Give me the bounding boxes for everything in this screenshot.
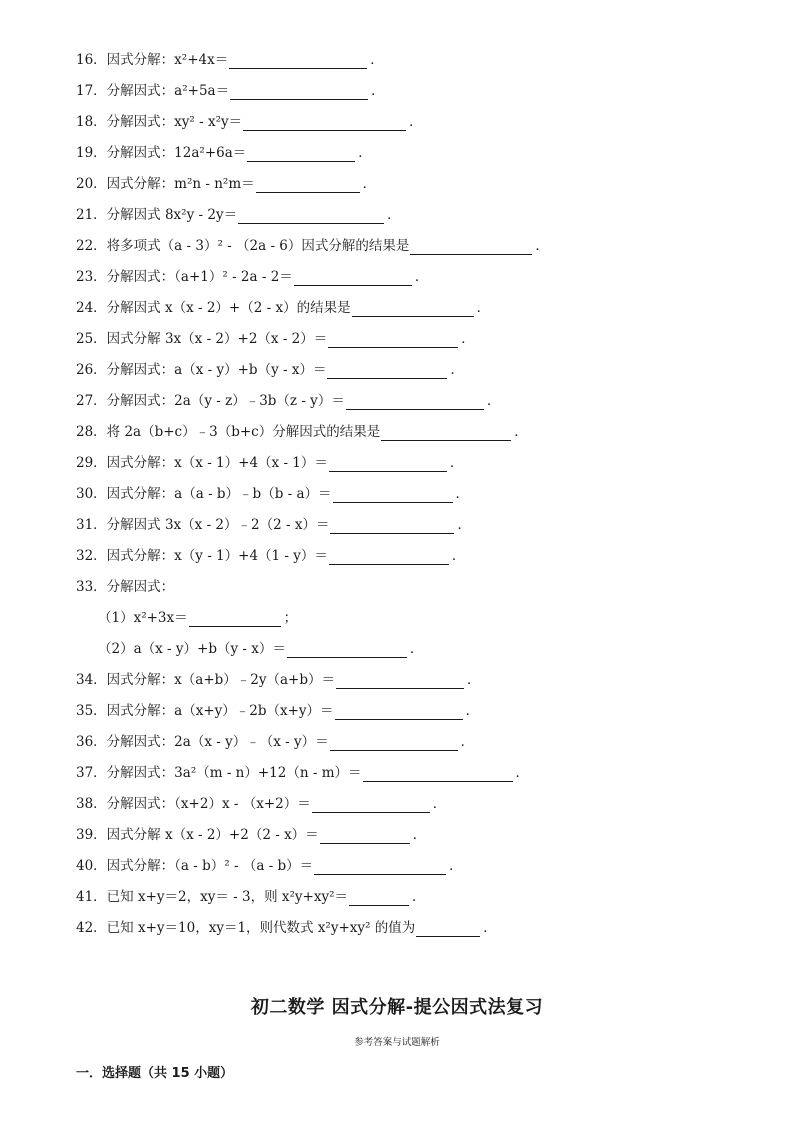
answer-blank[interactable] bbox=[330, 734, 458, 751]
problem-text: 33．分解因式： bbox=[76, 579, 175, 595]
answer-blank[interactable] bbox=[189, 610, 281, 627]
problem-text: 38．分解因式：（x+2）x - （x+2）＝ bbox=[76, 796, 311, 812]
problem-row bbox=[76, 724, 756, 755]
problem-row bbox=[76, 383, 756, 414]
problem-row bbox=[76, 600, 756, 631]
problem-row bbox=[76, 848, 756, 879]
answer-blank[interactable] bbox=[381, 424, 511, 441]
problem-text: 23．分解因式：（a+1）² - 2a - 2＝ bbox=[76, 269, 293, 285]
problem-row bbox=[76, 104, 756, 135]
problem-punctuation: ． bbox=[476, 300, 491, 316]
answer-blank[interactable] bbox=[247, 145, 355, 162]
answer-blank[interactable] bbox=[329, 548, 449, 565]
problem-text: 40．因式分解：（a - b）² - （a - b）＝ bbox=[76, 858, 314, 874]
problem-text: 32．因式分解：x（y - 1）+4（1 - y）＝ bbox=[76, 548, 328, 564]
answer-blank[interactable] bbox=[320, 827, 410, 844]
problem-punctuation: ． bbox=[465, 703, 480, 719]
problem-row bbox=[76, 693, 756, 724]
answer-blank[interactable] bbox=[330, 517, 454, 534]
answer-blank[interactable] bbox=[349, 889, 409, 906]
problem-punctuation: ． bbox=[412, 889, 426, 905]
section-heading: 一．选择题（共 15 小题） bbox=[76, 1066, 234, 1081]
problem-punctuation: ． bbox=[455, 486, 470, 502]
problem-punctuation: ． bbox=[467, 672, 481, 688]
problem-text: 34．因式分解：x（a+b）﹣2y（a+b）＝ bbox=[76, 672, 336, 688]
answer-blank[interactable] bbox=[327, 362, 447, 379]
problem-punctuation: ． bbox=[515, 765, 529, 781]
problem-row bbox=[76, 414, 756, 445]
problem-punctuation: ． bbox=[461, 331, 475, 347]
problem-row bbox=[76, 507, 756, 538]
problem-punctuation: ． bbox=[409, 114, 423, 130]
problem-text: 25．因式分解 3x（x - 2）+2（x - 2）＝ bbox=[76, 331, 328, 347]
problem-text: 37．分解因式：3a²（m - n）+12（n - m）＝ bbox=[76, 765, 362, 781]
problem-punctuation: ． bbox=[370, 52, 384, 68]
problem-text: 16．因式分解：x²+4x＝ bbox=[76, 52, 229, 68]
answer-blank[interactable] bbox=[243, 114, 406, 131]
problem-row bbox=[76, 228, 756, 259]
problem-row bbox=[76, 197, 756, 228]
problem-row bbox=[76, 786, 756, 817]
problem-punctuation: ． bbox=[449, 858, 463, 874]
problem-row bbox=[76, 631, 756, 662]
problem-row bbox=[76, 135, 756, 166]
problem-row bbox=[76, 290, 756, 321]
problem-text: 29．因式分解：x（x - 1）+4（x - 1）＝ bbox=[76, 455, 328, 471]
problem-row bbox=[76, 476, 756, 507]
answer-blank[interactable] bbox=[314, 858, 446, 875]
problem-punctuation: ． bbox=[362, 176, 377, 192]
problem-punctuation: ． bbox=[371, 83, 385, 99]
answer-blank[interactable] bbox=[346, 393, 484, 410]
problem-punctuation: ． bbox=[387, 207, 401, 223]
problem-row bbox=[76, 259, 756, 290]
problem-text: 19．分解因式：12a²+6a＝ bbox=[76, 145, 247, 161]
answer-blank[interactable] bbox=[416, 920, 480, 937]
problem-text: 36．分解因式：2a（x - y）﹣（x - y）＝ bbox=[76, 734, 329, 750]
problem-text: （2）a（x - y）+b（y - x）＝ bbox=[98, 641, 286, 657]
problem-punctuation: ． bbox=[535, 238, 549, 254]
problem-row bbox=[76, 352, 756, 383]
problem-punctuation: ． bbox=[450, 362, 464, 378]
problem-punctuation: ． bbox=[514, 424, 528, 440]
answer-blank[interactable] bbox=[336, 672, 464, 689]
answer-blank[interactable] bbox=[333, 486, 453, 503]
problem-row bbox=[76, 321, 756, 352]
answer-blank[interactable] bbox=[287, 641, 407, 658]
problem-text: 35．因式分解：a（x+y）﹣2b（x+y）＝ bbox=[76, 703, 334, 719]
problem-punctuation: ． bbox=[457, 517, 471, 533]
problem-text: 17．分解因式：a²+5a＝ bbox=[76, 83, 230, 99]
problem-text: 42．已知 x+y＝10，xy＝1，则代数式 x²y+xy² 的值为 bbox=[76, 920, 416, 936]
problem-text: 28．将 2a（b+c）﹣3（b+c）分解因式的结果是 bbox=[76, 424, 381, 440]
problem-punctuation: ． bbox=[486, 393, 501, 409]
problem-punctuation: ． bbox=[409, 641, 424, 657]
answer-blank[interactable] bbox=[328, 331, 458, 348]
problem-punctuation: ． bbox=[358, 145, 372, 161]
answer-blank[interactable] bbox=[230, 83, 368, 100]
problem-text: 24．分解因式 x（x - 2）+（2 - x）的结果是 bbox=[76, 300, 351, 316]
problem-row bbox=[76, 910, 756, 941]
answer-blank[interactable] bbox=[329, 455, 447, 472]
answers-subtitle: 参考答案与试题解析 bbox=[354, 1037, 440, 1048]
answers-title: 初二数学 因式分解-提公因式法复习 bbox=[250, 997, 544, 1018]
problem-row bbox=[76, 755, 756, 786]
answer-blank[interactable] bbox=[312, 796, 430, 813]
problem-text: 41．已知 x+y＝2，xy＝ - 3，则 x²y+xy²＝ bbox=[76, 889, 348, 905]
problem-text: 26．分解因式：a（x - y）+b（y - x）＝ bbox=[76, 362, 327, 378]
problem-punctuation: ； bbox=[283, 610, 298, 626]
problem-punctuation: ． bbox=[460, 734, 475, 750]
answer-blank[interactable] bbox=[335, 703, 463, 720]
problem-punctuation: ． bbox=[432, 796, 447, 812]
problem-row bbox=[76, 569, 756, 600]
problem-punctuation: ． bbox=[483, 920, 497, 936]
problem-text: 31．分解因式 3x（x - 2）﹣2（2 - x）＝ bbox=[76, 517, 330, 533]
problem-row bbox=[76, 662, 756, 693]
answer-blank[interactable] bbox=[229, 52, 367, 69]
problem-row bbox=[76, 42, 756, 73]
answer-blank[interactable] bbox=[410, 238, 532, 255]
answer-blank[interactable] bbox=[256, 176, 360, 193]
problem-text: （1）x²+3x＝ bbox=[98, 610, 188, 626]
answer-blank[interactable] bbox=[294, 269, 412, 286]
answer-blank[interactable] bbox=[352, 300, 474, 317]
problem-punctuation: ． bbox=[412, 827, 427, 843]
problem-text: 30．因式分解：a（a - b）﹣b（b - a）＝ bbox=[76, 486, 332, 502]
problem-text: 22．将多项式（a - 3）² - （2a - 6）因式分解的结果是 bbox=[76, 238, 410, 254]
problem-text: 39．因式分解 x（x - 2）+2（2 - x）＝ bbox=[76, 827, 319, 843]
problem-row bbox=[76, 166, 756, 197]
problem-row bbox=[76, 879, 756, 910]
answer-blank[interactable] bbox=[363, 765, 513, 782]
problem-punctuation: ． bbox=[449, 455, 464, 471]
problem-row bbox=[76, 73, 756, 104]
problem-row bbox=[76, 445, 756, 476]
problem-row bbox=[76, 538, 756, 569]
problem-text: 21．分解因式 8x²y - 2y＝ bbox=[76, 207, 238, 223]
problem-row bbox=[76, 817, 756, 848]
problem-text: 18．分解因式：xy² - x²y＝ bbox=[76, 114, 243, 130]
problem-text: 27．分解因式：2a（y - z）﹣3b（z - y）＝ bbox=[76, 393, 345, 409]
problem-text: 20．因式分解：m²n - n²m＝ bbox=[76, 176, 255, 192]
problem-list bbox=[76, 42, 756, 941]
answer-blank[interactable] bbox=[238, 207, 384, 224]
problem-punctuation: ． bbox=[414, 269, 429, 285]
problem-punctuation: ． bbox=[451, 548, 466, 564]
